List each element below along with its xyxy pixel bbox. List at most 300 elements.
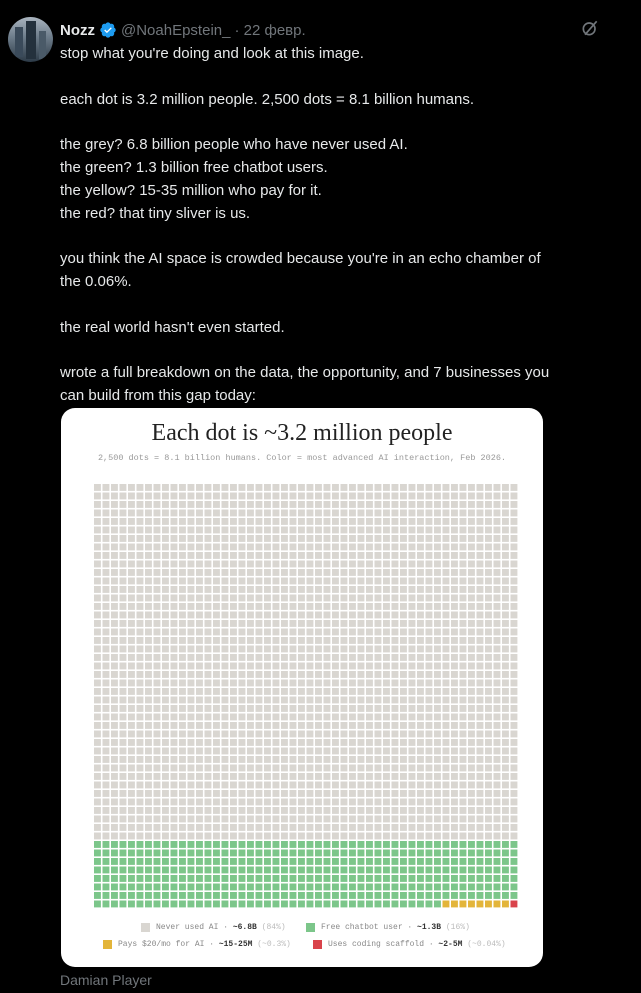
dot-never-used-ai xyxy=(111,680,118,687)
dot-never-used-ai xyxy=(128,824,135,831)
dot-never-used-ai xyxy=(298,527,305,534)
dot-never-used-ai xyxy=(264,731,271,738)
dot-never-used-ai xyxy=(273,501,280,508)
dot-never-used-ai xyxy=(111,654,118,661)
dot-free-chatbot-user xyxy=(120,892,127,899)
dot-never-used-ai xyxy=(349,731,356,738)
dot-free-chatbot-user xyxy=(324,850,331,857)
dot-never-used-ai xyxy=(145,620,152,627)
dot-never-used-ai xyxy=(392,510,399,517)
dot-never-used-ai xyxy=(460,501,467,508)
dot-free-chatbot-user xyxy=(273,901,280,908)
dot-never-used-ai xyxy=(485,552,492,559)
dot-never-used-ai xyxy=(247,739,254,746)
dot-free-chatbot-user xyxy=(281,892,288,899)
dot-never-used-ai xyxy=(358,714,365,721)
dot-never-used-ai xyxy=(247,722,254,729)
dot-free-chatbot-user xyxy=(264,867,271,874)
dot-never-used-ai xyxy=(145,595,152,602)
dot-never-used-ai xyxy=(426,739,433,746)
post-date[interactable]: · 22 февр. xyxy=(234,21,306,39)
dot-never-used-ai xyxy=(383,578,390,585)
dot-never-used-ai xyxy=(315,807,322,814)
dot-free-chatbot-user xyxy=(332,867,339,874)
dot-never-used-ai xyxy=(205,722,212,729)
dot-never-used-ai xyxy=(502,731,509,738)
avatar[interactable] xyxy=(8,17,53,62)
dot-free-chatbot-user xyxy=(222,841,229,848)
dot-never-used-ai xyxy=(137,663,144,670)
dot-never-used-ai xyxy=(222,637,229,644)
dot-never-used-ai xyxy=(171,510,178,517)
dot-never-used-ai xyxy=(358,731,365,738)
dot-never-used-ai xyxy=(434,544,441,551)
dot-never-used-ai xyxy=(443,705,450,712)
dot-never-used-ai xyxy=(171,484,178,491)
dot-never-used-ai xyxy=(375,620,382,627)
card-author[interactable]: Damian Player xyxy=(60,972,152,988)
dot-never-used-ai xyxy=(94,765,101,772)
dot-never-used-ai xyxy=(460,748,467,755)
dot-never-used-ai xyxy=(307,807,314,814)
dot-never-used-ai xyxy=(290,807,297,814)
dot-never-used-ai xyxy=(230,731,237,738)
dot-pays-20-mo-for-ai xyxy=(451,901,458,908)
dot-free-chatbot-user xyxy=(273,858,280,865)
dot-never-used-ai xyxy=(247,586,254,593)
dot-free-chatbot-user xyxy=(511,850,518,857)
dot-free-chatbot-user xyxy=(145,901,152,908)
dot-free-chatbot-user xyxy=(213,867,220,874)
dot-never-used-ai xyxy=(502,544,509,551)
dot-free-chatbot-user xyxy=(205,867,212,874)
dot-never-used-ai xyxy=(485,833,492,840)
dot-never-used-ai xyxy=(103,654,110,661)
dot-never-used-ai xyxy=(120,714,127,721)
dot-never-used-ai xyxy=(145,739,152,746)
dot-free-chatbot-user xyxy=(392,841,399,848)
dot-never-used-ai xyxy=(188,569,195,576)
dot-never-used-ai xyxy=(103,637,110,644)
dot-never-used-ai xyxy=(366,552,373,559)
dot-free-chatbot-user xyxy=(358,850,365,857)
dot-never-used-ai xyxy=(443,646,450,653)
legend-coding: Uses coding scaffold · ~2-5M (~0.04%) xyxy=(313,940,506,949)
dot-never-used-ai xyxy=(358,629,365,636)
dot-never-used-ai xyxy=(179,833,186,840)
dot-free-chatbot-user xyxy=(494,875,501,882)
dot-free-chatbot-user xyxy=(171,850,178,857)
dot-free-chatbot-user xyxy=(230,858,237,865)
dot-never-used-ai xyxy=(120,603,127,610)
dot-never-used-ai xyxy=(451,697,458,704)
dot-never-used-ai xyxy=(188,510,195,517)
dot-never-used-ai xyxy=(273,603,280,610)
dot-never-used-ai xyxy=(324,731,331,738)
dot-free-chatbot-user xyxy=(290,875,297,882)
dot-never-used-ai xyxy=(426,790,433,797)
dot-never-used-ai xyxy=(128,773,135,780)
dot-never-used-ai xyxy=(375,824,382,831)
dot-never-used-ai xyxy=(205,518,212,525)
dot-never-used-ai xyxy=(179,680,186,687)
dot-free-chatbot-user xyxy=(349,841,356,848)
dot-never-used-ai xyxy=(511,535,518,542)
dot-never-used-ai xyxy=(213,765,220,772)
dot-never-used-ai xyxy=(154,586,161,593)
dot-never-used-ai xyxy=(392,629,399,636)
dot-never-used-ai xyxy=(392,586,399,593)
dot-never-used-ai xyxy=(307,765,314,772)
legend-swatch xyxy=(141,923,150,932)
dot-never-used-ai xyxy=(511,527,518,534)
dot-never-used-ai xyxy=(485,518,492,525)
dot-never-used-ai xyxy=(417,620,424,627)
dot-never-used-ai xyxy=(120,518,127,525)
dot-never-used-ai xyxy=(392,722,399,729)
dot-never-used-ai xyxy=(273,731,280,738)
dot-never-used-ai xyxy=(477,646,484,653)
dot-never-used-ai xyxy=(290,552,297,559)
dot-never-used-ai xyxy=(128,671,135,678)
dot-never-used-ai xyxy=(281,527,288,534)
dot-never-used-ai xyxy=(443,654,450,661)
dot-never-used-ai xyxy=(324,807,331,814)
dot-never-used-ai xyxy=(392,739,399,746)
dot-never-used-ai xyxy=(392,535,399,542)
dot-never-used-ai xyxy=(332,595,339,602)
dot-never-used-ai xyxy=(137,799,144,806)
dot-never-used-ai xyxy=(468,807,475,814)
dot-free-chatbot-user xyxy=(494,850,501,857)
chart-subtitle: 2,500 dots = 8.1 billion humans. Color = most advanced AI interaction, Feb 2026. xyxy=(97,453,507,463)
dot-never-used-ai xyxy=(103,722,110,729)
dot-never-used-ai xyxy=(349,544,356,551)
dot-never-used-ai xyxy=(392,671,399,678)
dot-never-used-ai xyxy=(154,544,161,551)
dot-never-used-ai xyxy=(358,569,365,576)
dot-never-used-ai xyxy=(392,544,399,551)
dot-never-used-ai xyxy=(451,722,458,729)
dot-never-used-ai xyxy=(307,680,314,687)
dot-never-used-ai xyxy=(485,578,492,585)
dot-never-used-ai xyxy=(179,773,186,780)
dot-never-used-ai xyxy=(485,756,492,763)
dot-free-chatbot-user xyxy=(154,875,161,882)
dot-never-used-ai xyxy=(239,569,246,576)
dot-free-chatbot-user xyxy=(120,875,127,882)
dot-never-used-ai xyxy=(341,612,348,619)
dot-never-used-ai xyxy=(324,722,331,729)
dot-pays-20-mo-for-ai xyxy=(477,901,484,908)
dot-never-used-ai xyxy=(103,595,110,602)
dot-free-chatbot-user xyxy=(451,850,458,857)
dot-never-used-ai xyxy=(426,773,433,780)
dot-never-used-ai xyxy=(281,637,288,644)
legend-never-used: Never used AI · ~6.8B (84%) xyxy=(141,923,286,932)
dot-never-used-ai xyxy=(443,586,450,593)
dot-never-used-ai xyxy=(324,646,331,653)
dot-never-used-ai xyxy=(239,697,246,704)
dot-never-used-ai xyxy=(154,612,161,619)
dot-never-used-ai xyxy=(205,578,212,585)
dot-never-used-ai xyxy=(332,705,339,712)
dot-never-used-ai xyxy=(256,620,263,627)
dot-never-used-ai xyxy=(273,714,280,721)
dot-never-used-ai xyxy=(477,705,484,712)
verified-badge-icon[interactable] xyxy=(99,21,117,39)
dot-never-used-ai xyxy=(332,739,339,746)
author-name[interactable]: Nozz xyxy=(60,21,95,39)
dot-never-used-ai xyxy=(281,510,288,517)
dot-never-used-ai xyxy=(94,748,101,755)
dot-never-used-ai xyxy=(281,654,288,661)
dot-never-used-ai xyxy=(307,663,314,670)
dot-never-used-ai xyxy=(264,722,271,729)
dot-free-chatbot-user xyxy=(417,892,424,899)
dot-never-used-ai xyxy=(128,697,135,704)
dot-never-used-ai xyxy=(392,680,399,687)
dot-never-used-ai xyxy=(324,510,331,517)
dot-never-used-ai xyxy=(477,688,484,695)
dot-free-chatbot-user xyxy=(298,858,305,865)
dot-never-used-ai xyxy=(213,833,220,840)
dot-never-used-ai xyxy=(111,484,118,491)
dot-never-used-ai xyxy=(468,722,475,729)
dot-never-used-ai xyxy=(400,671,407,678)
dot-never-used-ai xyxy=(239,790,246,797)
dot-never-used-ai xyxy=(468,671,475,678)
dot-free-chatbot-user xyxy=(409,884,416,891)
dot-never-used-ai xyxy=(94,756,101,763)
dot-never-used-ai xyxy=(239,561,246,568)
dot-never-used-ai xyxy=(145,561,152,568)
dot-never-used-ai xyxy=(409,637,416,644)
dot-never-used-ai xyxy=(298,807,305,814)
dot-free-chatbot-user xyxy=(443,884,450,891)
dot-never-used-ai xyxy=(264,833,271,840)
dot-never-used-ai xyxy=(417,731,424,738)
dot-never-used-ai xyxy=(324,552,331,559)
dot-never-used-ai xyxy=(213,569,220,576)
dot-never-used-ai xyxy=(145,705,152,712)
grok-icon[interactable] xyxy=(580,18,600,38)
dot-never-used-ai xyxy=(460,697,467,704)
dot-never-used-ai xyxy=(383,637,390,644)
dot-never-used-ai xyxy=(171,586,178,593)
dot-never-used-ai xyxy=(213,799,220,806)
dot-never-used-ai xyxy=(417,807,424,814)
dot-never-used-ai xyxy=(451,756,458,763)
dot-never-used-ai xyxy=(222,561,229,568)
dot-never-used-ai xyxy=(383,748,390,755)
dot-never-used-ai xyxy=(128,603,135,610)
dot-never-used-ai xyxy=(264,595,271,602)
dot-never-used-ai xyxy=(409,756,416,763)
dot-never-used-ai xyxy=(451,782,458,789)
dot-never-used-ai xyxy=(205,765,212,772)
dot-never-used-ai xyxy=(145,663,152,670)
dot-never-used-ai xyxy=(349,680,356,687)
dot-never-used-ai xyxy=(375,654,382,661)
tweet-line: each dot is 3.2 million people. 2,500 dots = 8.1 billion humans. xyxy=(60,90,475,108)
dot-never-used-ai xyxy=(375,586,382,593)
dot-never-used-ai xyxy=(154,807,161,814)
dot-never-used-ai xyxy=(247,637,254,644)
dot-never-used-ai xyxy=(434,578,441,585)
dot-never-used-ai xyxy=(290,816,297,823)
dot-never-used-ai xyxy=(298,620,305,627)
dot-never-used-ai xyxy=(273,697,280,704)
dot-free-chatbot-user xyxy=(468,892,475,899)
dot-never-used-ai xyxy=(273,680,280,687)
dot-never-used-ai xyxy=(196,663,203,670)
dot-never-used-ai xyxy=(196,612,203,619)
dot-never-used-ai xyxy=(222,595,229,602)
dot-never-used-ai xyxy=(290,824,297,831)
dot-never-used-ai xyxy=(128,816,135,823)
dot-never-used-ai xyxy=(264,484,271,491)
dot-never-used-ai xyxy=(264,748,271,755)
chart-title: Each dot is ~3.2 million people xyxy=(151,420,453,446)
dot-free-chatbot-user xyxy=(494,858,501,865)
dot-never-used-ai xyxy=(162,731,169,738)
dot-never-used-ai xyxy=(256,646,263,653)
dot-never-used-ai xyxy=(290,688,297,695)
dot-never-used-ai xyxy=(128,654,135,661)
dot-never-used-ai xyxy=(366,620,373,627)
dot-never-used-ai xyxy=(247,782,254,789)
dot-never-used-ai xyxy=(213,748,220,755)
dot-never-used-ai xyxy=(247,603,254,610)
dot-never-used-ai xyxy=(222,586,229,593)
dot-never-used-ai xyxy=(451,637,458,644)
dot-never-used-ai xyxy=(400,527,407,534)
dot-never-used-ai xyxy=(460,799,467,806)
dot-never-used-ai xyxy=(511,671,518,678)
dot-never-used-ai xyxy=(392,552,399,559)
dot-never-used-ai xyxy=(154,722,161,729)
dot-never-used-ai xyxy=(256,722,263,729)
dot-never-used-ai xyxy=(111,765,118,772)
dot-never-used-ai xyxy=(120,773,127,780)
legend-label: Pays $20/mo for AI xyxy=(118,940,205,949)
dot-never-used-ai xyxy=(128,722,135,729)
dot-never-used-ai xyxy=(145,714,152,721)
dot-never-used-ai xyxy=(290,501,297,508)
dot-never-used-ai xyxy=(315,824,322,831)
dot-never-used-ai xyxy=(502,586,509,593)
dot-never-used-ai xyxy=(111,620,118,627)
dot-never-used-ai xyxy=(375,535,382,542)
dot-never-used-ai xyxy=(103,646,110,653)
dot-never-used-ai xyxy=(264,629,271,636)
dot-free-chatbot-user xyxy=(366,892,373,899)
dot-never-used-ai xyxy=(502,782,509,789)
dot-free-chatbot-user xyxy=(358,884,365,891)
dot-never-used-ai xyxy=(281,569,288,576)
dot-never-used-ai xyxy=(511,578,518,585)
dot-never-used-ai xyxy=(460,578,467,585)
dot-never-used-ai xyxy=(256,595,263,602)
dot-never-used-ai xyxy=(196,748,203,755)
dot-never-used-ai xyxy=(94,527,101,534)
dot-never-used-ai xyxy=(230,527,237,534)
dot-free-chatbot-user xyxy=(485,867,492,874)
dot-never-used-ai xyxy=(358,586,365,593)
dot-never-used-ai xyxy=(171,833,178,840)
dot-never-used-ai xyxy=(298,748,305,755)
dot-never-used-ai xyxy=(400,654,407,661)
dot-never-used-ai xyxy=(332,654,339,661)
dot-never-used-ai xyxy=(264,586,271,593)
dot-never-used-ai xyxy=(392,484,399,491)
dot-never-used-ai xyxy=(494,756,501,763)
dot-never-used-ai xyxy=(349,654,356,661)
dot-never-used-ai xyxy=(341,705,348,712)
dot-free-chatbot-user xyxy=(332,884,339,891)
dot-never-used-ai xyxy=(494,620,501,627)
dot-free-chatbot-user xyxy=(196,875,203,882)
dot-never-used-ai xyxy=(230,578,237,585)
dot-never-used-ai xyxy=(128,629,135,636)
dot-never-used-ai xyxy=(103,552,110,559)
author-handle[interactable]: @NoahEpstein_ xyxy=(121,21,231,39)
dot-free-chatbot-user xyxy=(103,901,110,908)
dot-never-used-ai xyxy=(324,697,331,704)
dot-free-chatbot-user xyxy=(332,901,339,908)
dot-never-used-ai xyxy=(494,578,501,585)
dot-never-used-ai xyxy=(494,739,501,746)
dot-never-used-ai xyxy=(162,697,169,704)
dot-free-chatbot-user xyxy=(188,841,195,848)
dot-never-used-ai xyxy=(375,527,382,534)
dot-never-used-ai xyxy=(502,603,509,610)
dot-never-used-ai xyxy=(349,663,356,670)
dot-free-chatbot-user xyxy=(290,867,297,874)
dot-never-used-ai xyxy=(366,790,373,797)
dot-never-used-ai xyxy=(222,799,229,806)
dot-never-used-ai xyxy=(417,535,424,542)
dot-never-used-ai xyxy=(375,765,382,772)
dot-never-used-ai xyxy=(154,637,161,644)
dot-never-used-ai xyxy=(239,705,246,712)
dot-never-used-ai xyxy=(400,518,407,525)
dot-never-used-ai xyxy=(273,552,280,559)
dot-never-used-ai xyxy=(94,680,101,687)
dot-never-used-ai xyxy=(409,501,416,508)
dot-never-used-ai xyxy=(120,671,127,678)
dot-never-used-ai xyxy=(273,595,280,602)
dot-never-used-ai xyxy=(256,569,263,576)
dot-never-used-ai xyxy=(239,765,246,772)
dot-free-chatbot-user xyxy=(341,875,348,882)
dot-never-used-ai xyxy=(366,527,373,534)
tweet-image[interactable] xyxy=(61,408,543,967)
dot-free-chatbot-user xyxy=(179,884,186,891)
dot-never-used-ai xyxy=(307,493,314,500)
dot-never-used-ai xyxy=(434,629,441,636)
dot-never-used-ai xyxy=(460,595,467,602)
dot-never-used-ai xyxy=(358,807,365,814)
dot-never-used-ai xyxy=(460,816,467,823)
dot-never-used-ai xyxy=(502,527,509,534)
dot-never-used-ai xyxy=(120,816,127,823)
dot-never-used-ai xyxy=(341,484,348,491)
dot-never-used-ai xyxy=(460,773,467,780)
dot-never-used-ai xyxy=(94,705,101,712)
dot-never-used-ai xyxy=(137,756,144,763)
